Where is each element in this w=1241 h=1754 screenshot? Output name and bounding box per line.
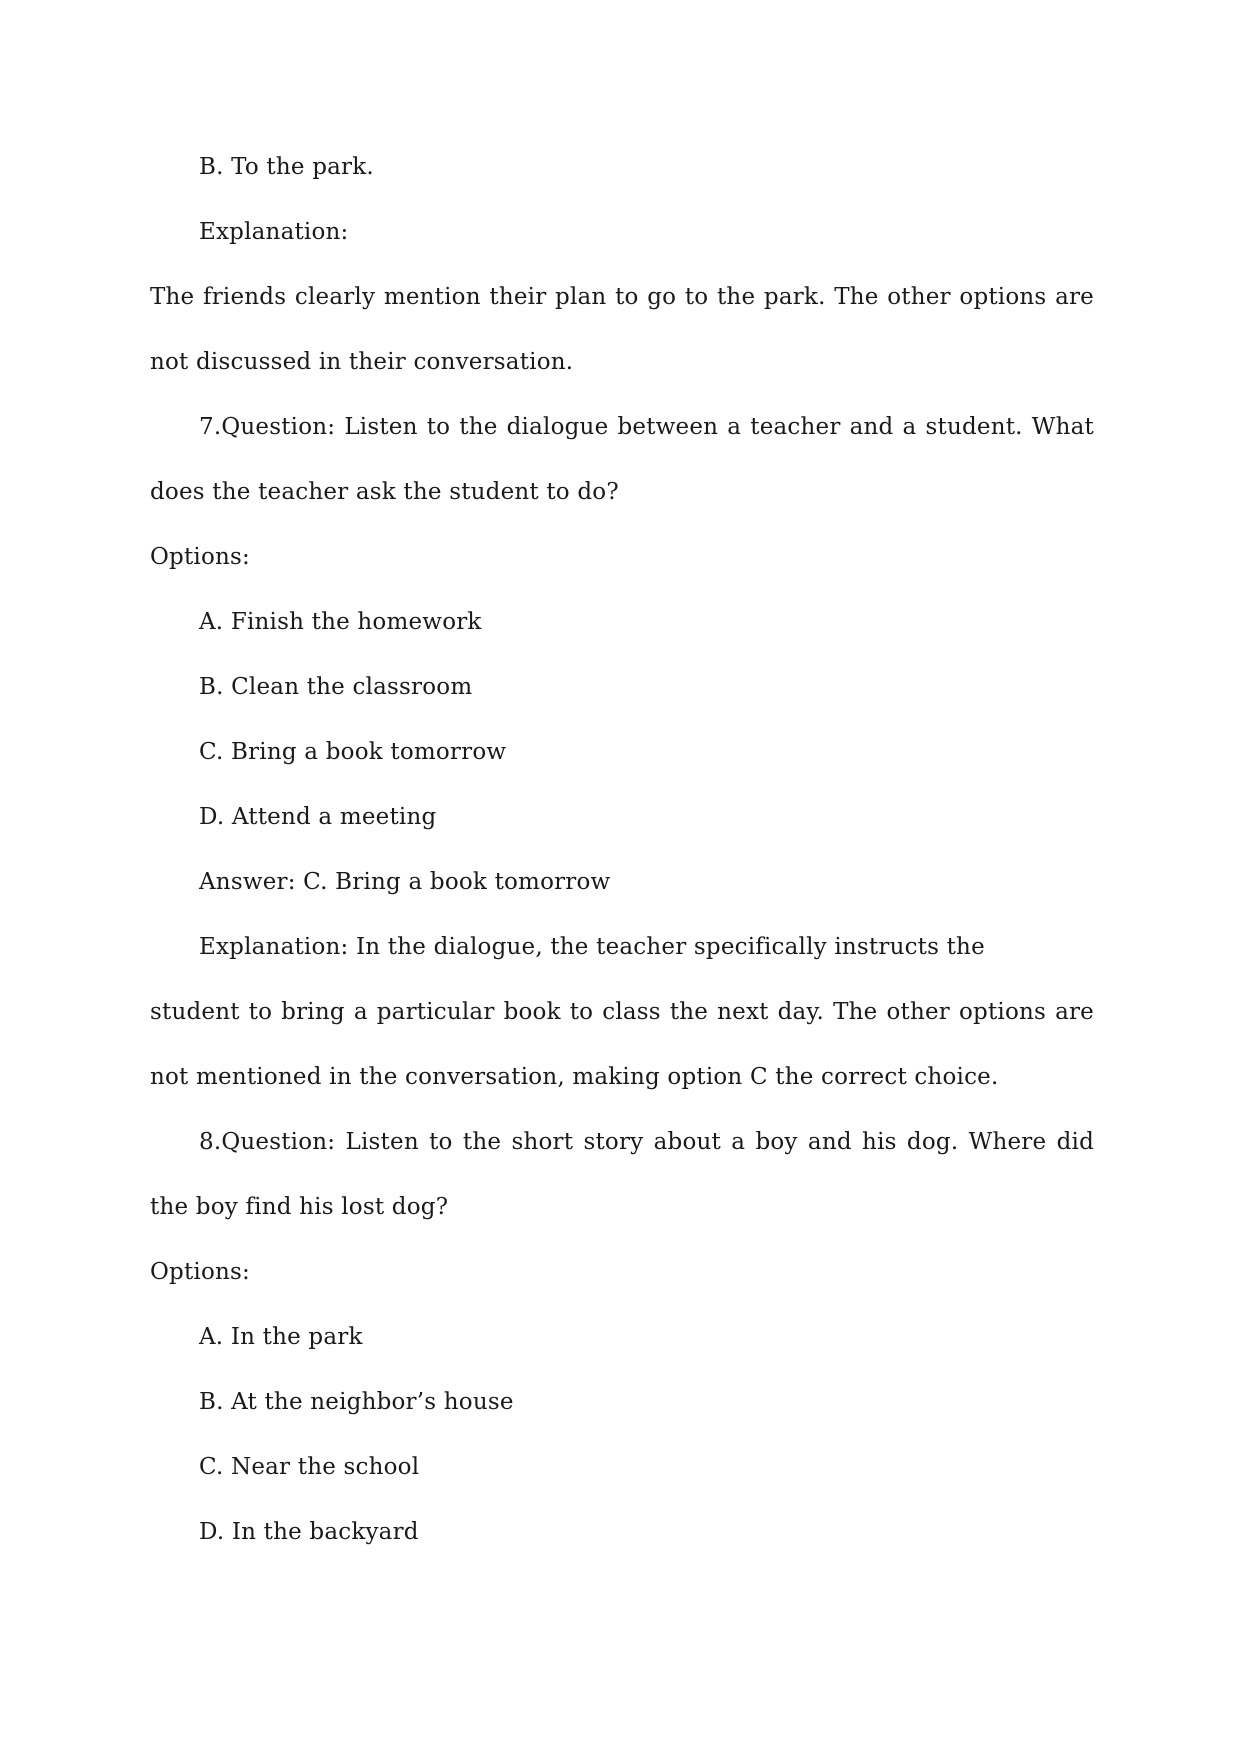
q7-answer: Answer: C. Bring a book tomorrow [199,869,611,895]
q7-option-b: B. Clean the classroom [199,674,473,700]
prev-explanation-line-2: not discussed in their conversation. [150,349,574,375]
prev-answer-option: B. To the park. [199,154,374,180]
q7-options-label: Options: [150,544,250,570]
q8-option-b: B. At the neighbor’s house [199,1389,514,1415]
q7-explanation-line-3: not mentioned in the conversation, making option C the correct choice. [150,1064,999,1090]
q7-question-line-2: does the teacher ask the student to do? [150,479,619,505]
q7-explanation-line-1: Explanation: In the dialogue, the teacher specifically instructs the [199,934,985,960]
prev-explanation-line-1: The friends clearly mention their plan to go to the park. The other options are [150,284,1094,310]
q8-option-a: A. In the park [199,1324,363,1350]
prev-explanation-label: Explanation: [199,219,349,245]
q8-question-line-1: 8.Question: Listen to the short story about a boy and his dog. Where did [199,1129,1094,1155]
q8-option-c: C. Near the school [199,1454,420,1480]
q8-options-label: Options: [150,1259,250,1285]
q7-option-d: D. Attend a meeting [199,804,437,830]
q8-option-d: D. In the backyard [199,1519,419,1545]
q7-option-c: C. Bring a book tomorrow [199,739,507,765]
q7-explanation-line-2: student to bring a particular book to class the next day. The other options are [150,999,1094,1025]
q7-question-line-1: 7.Question: Listen to the dialogue between a teacher and a student. What [199,414,1094,440]
q7-option-a: A. Finish the homework [199,609,482,635]
q8-question-line-2: the boy find his lost dog? [150,1194,449,1220]
